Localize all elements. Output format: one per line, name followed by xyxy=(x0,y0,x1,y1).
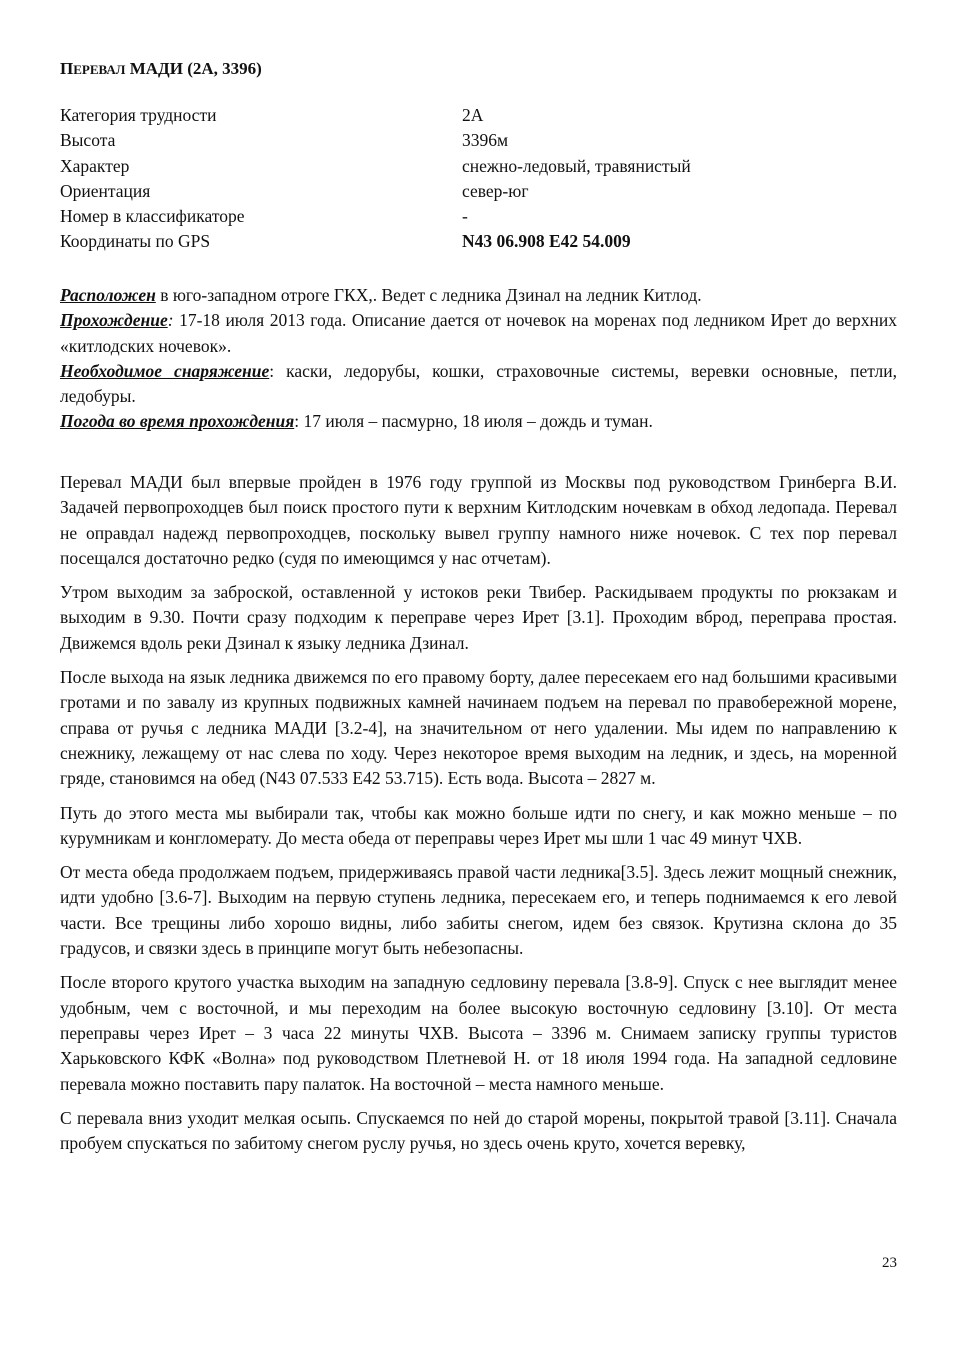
property-value: - xyxy=(462,206,468,227)
paragraph: После второго крутого участка выходим на западную седловину перевала [3.8-9]. Спуск с нее выглядит менее удобным, чем с восточной, и мы переходим на более высокую восточную седловину [3.10]. От места переправы через Ирет – 3 часа 22 минуты ЧХВ. Высота – 3396 м. Снимаем записку группы туристов Харьковского КФК «Волна» под руководством Плетневой Н. от 18 июля 1994 года. На западной седловине перевала можно поставить пару палаток. На восточной – места намного меньше. xyxy=(60,972,897,1094)
paragraph: После выхода на язык ледника движемся по его правому борту, далее пересекаем его над большими красивыми гротами и по завалу из крупных подвижных камней начинаем подъем на перевал по правобережной морене, справа от ручья с ледника МАДИ [3.2-4], на значительном от него удалении. Мы идем по направлению к снежнику, лежащему от нас слева по ходу. Через некоторое время выходим на ледник, и здесь, на моренной гряде, становимся на обед (N43 07.533 E42 53.715). Есть вода. Высота – 2827 м. xyxy=(60,667,897,789)
page-number: 23 xyxy=(882,1255,897,1271)
property-key: Координаты по GPS xyxy=(60,231,211,252)
equipment-label: Необходимое снаряжение xyxy=(60,360,270,381)
weather-text: : 17 июля – пасмурно, 18 июля – дождь и туман. xyxy=(294,411,653,432)
passage-text: 17-18 июля 2013 года. Описание дается от ночевок на моренах под ледником Ирет до верхних «китлодских ночевок». xyxy=(60,310,897,356)
property-value: 2А xyxy=(462,105,484,125)
property-key: Характер xyxy=(60,155,130,176)
property-row xyxy=(60,128,691,153)
property-row xyxy=(60,229,691,254)
equipment-text: : каски, ледорубы, кошки, страховочные системы, веревки основные, петли, ледобуры. xyxy=(60,360,897,407)
location-label: Расположен xyxy=(60,285,156,305)
property-key: Высота xyxy=(60,130,116,151)
location-text: в юго-западном отроге ГКХ,. Ведет с ледника Дзинал на ледник Китлод. xyxy=(155,285,702,305)
title-small-caps: ЕРЕВАЛ xyxy=(73,62,126,77)
property-value: 3396м xyxy=(462,130,509,151)
passage-label: Прохождение xyxy=(60,310,168,331)
weather-label: Погода во время прохождения xyxy=(60,411,295,432)
property-value: север-юг xyxy=(462,180,529,201)
properties-table xyxy=(60,103,691,255)
location-line xyxy=(60,283,897,308)
title-first-letter: П xyxy=(60,59,74,78)
property-row xyxy=(60,103,691,128)
paragraph: Путь до этого места мы выбирали так, чтобы как можно больше идти по снегу, и как можно меньше – по курумникам и конгломерату. До места обеда от переправы через Ирет мы шли 1 час 49 минут ЧХВ. xyxy=(60,802,897,848)
paragraph: Утром выходим за заброской, оставленной у истоков реки Твибер. Раскидываем продукты по рюкзакам и выходим в 9.30. Почти сразу подходим к переправе через Ирет [3.1]. Проходим вброд, переправа простая. Движемся вдоль реки Дзинал к языку ледника Дзинал. xyxy=(60,582,897,653)
paragraph: От места обеда продолжаем подъем, придерживаясь правой части ледника[3.5]. Здесь лежит мощный снежник, идти удобно [3.6-7]. Выходим на первую ступень ледника, пересекаем его, и теперь поднимаемся к его левой части. Все трещины либо хорошо видны, либо забиты снегом, идем без связок. Крутизна склона до 35 градусов, и связки здесь в принципе могут быть небезопасны. xyxy=(60,862,897,959)
title-tail: МАДИ (2А, 3396) xyxy=(125,59,262,78)
info-block xyxy=(60,283,897,435)
property-key: Категория трудности xyxy=(60,105,217,125)
property-value: снежно-ледовый, травянистый xyxy=(462,155,691,176)
property-row xyxy=(60,154,691,179)
pass-title xyxy=(60,59,262,79)
passage-line xyxy=(60,308,897,359)
property-key: Ориентация xyxy=(60,180,151,201)
property-key: Номер в классификаторе xyxy=(60,206,245,227)
paragraph: С перевала вниз уходит мелкая осыпь. Спускаемся по ней до старой морены, покрытой травой [3.11]. Сначала пробуем спускаться по забитому снегом руслу ручья, но здесь очень круто, хочется веревку, xyxy=(60,1107,897,1154)
property-row xyxy=(60,179,691,204)
body-text xyxy=(60,470,897,1165)
equipment-line xyxy=(60,359,897,410)
weather-line xyxy=(60,409,897,434)
property-row xyxy=(60,204,691,229)
paragraph: Перевал МАДИ был впервые пройден в 1976 году группой из Москвы под руководством Гринберга В.И. Задачей первопроходцев был поиск простого пути к верхним Китлодским ночевкам в обход ледопада. Перевал не оправдал надежд первопроходцев, поскольку вывел группу намного ниже ночевок. С тех пор перевал посещался достаточно редко (судя по имеющимся у нас отчетам). xyxy=(60,472,897,568)
passage-colon: : xyxy=(167,310,174,331)
property-value: N43 06.908 E42 54.009 xyxy=(462,231,631,252)
